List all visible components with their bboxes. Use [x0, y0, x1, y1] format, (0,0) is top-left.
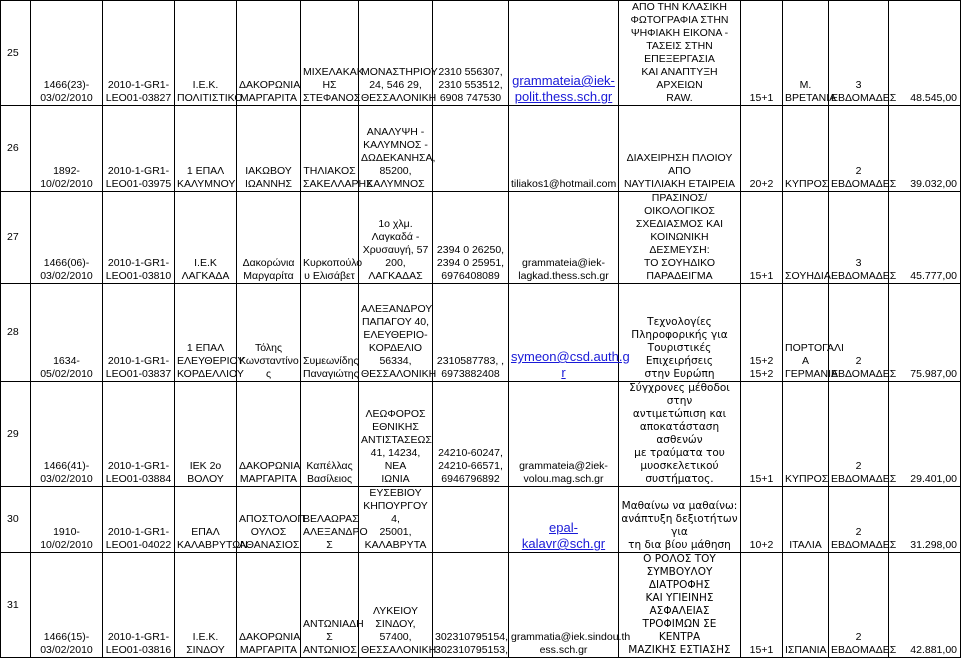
participants: 10+2 [749, 539, 774, 551]
project-title: Τεχνολογίες Πληροφορικής για Τουριστικές Επιχειρήσεις στην Ευρώπη [631, 316, 728, 380]
participants-cell [741, 284, 783, 382]
address: ΕΥΣΕΒΙΟΥ ΚΗΠΟΥΡΓΟΥ 4, 25001, ΚΑΛΑΒΡΥΤΑ [363, 487, 428, 551]
project-code-cell [103, 553, 175, 658]
row-number-cell [1, 192, 31, 284]
email: grammateia@iek- lagkad.thess.sch.gr [518, 257, 609, 282]
amount: 48.545,00 [910, 92, 957, 104]
participants: 15+2 15+2 [749, 355, 774, 380]
host-country: ΚΥΠΡΟΣ [785, 473, 829, 485]
phone-cell [433, 284, 509, 382]
contact-person-2-cell [301, 106, 373, 192]
email-cell [509, 192, 619, 284]
organization-cell [175, 106, 237, 192]
contact-person: ΙΑΚΩΒΟΥ ΙΩΑΝΝΗΣ [244, 165, 292, 190]
address: ΑΝΑΛΥΨΗ - ΚΑΛΥΜΝΟΣ - ΔΩΔΕΚΑΝΗΣΑ, 85200, ΚΑΛΥΜΝΟΣ [361, 126, 436, 190]
email: grammatia@iek.sindou.th ess.sch.gr [511, 631, 631, 656]
protocol-id-cell [31, 487, 103, 553]
row-number-cell [1, 382, 31, 487]
organization: 1 ΕΠΑΛ ΚΑΛΥΜΝΟΥ [177, 165, 236, 190]
phone-cell [433, 192, 509, 284]
host-country: ΣΟΥΗΔΙΑ [785, 270, 831, 282]
host-country-cell [783, 106, 829, 192]
contact-person-2: ΒΕΛΑΩΡΑΣ ΑΛΕΞΑΝΔΡΟ Σ [303, 513, 368, 551]
phone-cell [433, 1, 509, 106]
host-country-cell [783, 553, 829, 658]
participants: 15+1 [749, 473, 774, 485]
contact-person: ΔΑΚΟΡΩΝΙΑ ΜΑΡΓΑΡΙΤΑ [239, 460, 301, 485]
table-row [1, 106, 961, 192]
amount: 75.987,00 [910, 368, 957, 380]
project-title-cell [619, 106, 741, 192]
project-code: 2010-1-GR1- LEO01-03837 [105, 355, 172, 380]
amount-cell [889, 382, 961, 487]
duration: 2 ΕΒΔΟΜΑΔΕΣ [831, 165, 897, 190]
duration: 3 ΕΒΔΟΜΑΔΕΣ [831, 257, 897, 282]
row-number: 25 [7, 46, 19, 59]
address: ΜΟΝΑΣΤΗΡΙΟΥ 24, 546 29, ΘΕΣΣΑΛΟΝΙΚΗ [361, 66, 438, 104]
organization-cell [175, 1, 243, 106]
address-cell [359, 1, 438, 106]
phone: 302310795154, 302310795153, [435, 631, 508, 656]
duration-cell [829, 487, 897, 553]
email-cell [509, 382, 619, 487]
project-title-cell [619, 487, 741, 553]
amount: 39.032,00 [910, 178, 957, 190]
duration-cell [829, 106, 897, 192]
email: tiliakos1@hotmail.com [511, 178, 617, 190]
contact-person-2-cell [301, 192, 363, 284]
project-code: 2010-1-GR1- LEO01-03816 [105, 631, 172, 656]
contact-person-cell [237, 382, 301, 487]
amount-cell [889, 553, 961, 658]
project-title-cell [619, 284, 741, 382]
contact-person: Δακορώνια Μαργαρίτα [242, 257, 295, 282]
project-code: 2010-1-GR1- LEO01-04022 [105, 526, 172, 551]
email-cell [509, 106, 619, 192]
table-row [1, 487, 961, 553]
contact-person-2: ΤΗΛΙΑΚΟΣ ΣΑΚΕΛΛΑΡΗΣ [303, 165, 373, 190]
protocol-id-cell [31, 106, 103, 192]
contact-person-2: Καπέλλας Βασίλειος [306, 460, 353, 485]
project-title: Σύγχρονες μέθοδοι στην αντιμετώπιση και αποκατάσταση ασθενών με τραύματα του μυοσκελετικού συστήματος. [629, 382, 730, 485]
participants-cell [741, 192, 783, 284]
organization-cell [175, 382, 237, 487]
project-title-cell [619, 553, 741, 658]
amount: 31.298,00 [910, 539, 957, 551]
email[interactable]: grammateia@iek- polit.thess.sch.gr [512, 73, 615, 104]
address-cell [359, 192, 433, 284]
address-cell [359, 553, 437, 658]
host-country: ΙΤΑΛΙΑ [789, 539, 822, 551]
project-title-cell [619, 192, 741, 284]
table-row [1, 1, 961, 106]
address: ΛΕΩΦΟΡΟΣ ΕΘΝΙΚΗΣ ΑΝΤΙΣΤΑΣΕΩΣ 41, 14234, ΝΕΑ ΙΩΝΙΑ [361, 408, 432, 485]
participants-cell [741, 106, 783, 192]
protocol-id: 1892- 10/02/2010 [40, 165, 93, 190]
organization: ΕΠΑΛ ΚΑΛΑΒΡΥΤΩΝ [177, 526, 248, 551]
project-code: 2010-1-GR1- LEO01-03827 [105, 79, 172, 104]
host-country: Μ. ΒΡΕΤΑΝΙΑ [785, 79, 837, 104]
amount-cell [889, 192, 961, 284]
email-cell [509, 553, 631, 658]
project-code-cell [103, 192, 175, 284]
duration: 2 ΕΒΔΟΜΑΔΕΣ [831, 460, 897, 485]
contact-person-2: Συμεωνίδης Παναγιώτης [303, 355, 359, 380]
row-number-cell [1, 487, 31, 553]
protocol-id: 1634- 05/02/2010 [40, 355, 93, 380]
contact-person-2-cell [301, 553, 364, 658]
duration: 3 ΕΒΔΟΜΑΔΕΣ [831, 79, 897, 104]
amount: 45.777,00 [910, 270, 957, 282]
organization: Ι.Ε.Κ ΛΑΓΚΑΔΑ [181, 257, 230, 282]
host-country-cell [783, 192, 829, 284]
organization-cell [175, 192, 237, 284]
organization: Ι.Ε.Κ. ΣΙΝΔΟΥ [186, 631, 225, 656]
host-country-cell [783, 382, 829, 487]
amount-cell [889, 106, 961, 192]
organization: ΙΕΚ 2ο ΒΟΛΟΥ [187, 460, 224, 485]
duration: 2 ΕΒΔΟΜΑΔΕΣ [831, 355, 897, 380]
participants: 20+2 [749, 178, 774, 190]
project-title: Ο ΡΟΛΟΣ ΤΟΥ ΣΥΜΒΟΥΛΟΥ ΔΙΑΤΡΟΦΗΣ ΚΑΙ ΥΓΙΕΙΝΗΣ ΑΣΦΑΛΕΙΑΣ ΤΡΟΦΙΜΩΝ ΣΕ ΚΕΝΤΡΑ ΜΑΖΙΚΗΣ ΕΣΤΙΑΣΗΣ [628, 553, 731, 656]
contact-person-2: Κυρκοπούλο υ Ελισάβετ [303, 257, 363, 282]
contact-person-cell [237, 106, 301, 192]
contact-person-2-cell [301, 1, 364, 106]
project-code-cell [103, 1, 175, 106]
participants-cell [741, 1, 783, 106]
protocol-id-cell [31, 553, 103, 658]
project-code-cell [103, 382, 175, 487]
contact-person: ΔΑΚΟΡΩΝΙΑ ΜΑΡΓΑΡΙΤΑ [239, 631, 301, 656]
row-number-cell [1, 106, 31, 192]
project-code: 2010-1-GR1- LEO01-03975 [105, 165, 172, 190]
table-row [1, 284, 961, 382]
protocol-id-cell [31, 192, 103, 284]
email-cell [509, 284, 630, 382]
row-number: 30 [7, 513, 19, 525]
contact-person-cell [237, 284, 301, 382]
protocol-id: 1466(23)- 03/02/2010 [40, 79, 93, 104]
participants: 15+1 [749, 270, 774, 282]
address-cell [359, 487, 433, 553]
contact-person: ΔΑΚΟΡΩΝΙΑ ΜΑΡΓΑΡΙΤΑ [239, 79, 301, 104]
organization-cell [175, 553, 237, 658]
phone-cell [433, 106, 509, 192]
table-row [1, 192, 961, 284]
row-number-cell [1, 284, 31, 382]
address: 1ο χλμ. Λαγκαδά - Χρυσαυγή, 57 200, ΛΑΓΚΑΔΑΣ [362, 218, 429, 282]
address: ΛΥΚΕΙΟΥ ΣΙΝΔΟΥ, 57400, ΘΕΣΣΑΛΟΝΙΚΗ [361, 605, 437, 656]
project-title: ΑΠΟ ΤΗΝ ΚΛΑΣΙΚΗ ΦΩΤΟΓΡΑΦΙΑ ΣΤΗΝ ΨΗΦΙΑΚΗ ΕΙΚΟΝΑ - ΤΑΣΕΙΣ ΣΤΗΝ ΕΠΕΞΕΡΓΑΣΙΑ ΚΑΙ ΑΝΑΠΤΥΞΗ ΑΡΧΕΙΩΝ RAW. [630, 1, 729, 104]
host-country-cell [783, 1, 837, 106]
contact-person-cell [237, 487, 305, 553]
participants: 15+1 [749, 92, 774, 104]
amount-cell [889, 487, 961, 553]
organization: 1 ΕΠΑΛ ΕΛΕΥΘΕΡΙΟΥ ΚΟΡΔΕΛΛΙΟΥ [177, 342, 245, 380]
email[interactable]: symeon@csd.auth.g r [511, 349, 630, 380]
amount-cell [889, 1, 961, 106]
contact-person-cell [237, 1, 301, 106]
duration: 2 ΕΒΔΟΜΑΔΕΣ [831, 526, 897, 551]
email-cell [509, 487, 619, 553]
project-title-cell [619, 382, 741, 487]
contact-person: ΑΠΟΣΤΟΛΟΠ ΟΥΛΟΣ ΑΘΑΝΑΣΙΟΣ [239, 513, 305, 551]
host-country: ΙΣΠΑΝΙΑ [785, 644, 827, 656]
email[interactable]: epal-kalavr@sch.gr [521, 520, 606, 551]
contact-person-2: ΜΙΧΕΛΑΚΑΚ ΗΣ ΣΤΕΦΑΝΟΣ [303, 66, 364, 104]
protocol-id-cell [31, 382, 103, 487]
phone: 2310 556307, 2310 553512, 6908 747530 [438, 66, 503, 104]
host-country: ΠΟΡΤΟΓΑΛΙ Α ΓΕΡΜΑΝΙΑ [785, 342, 844, 380]
address-cell [359, 284, 437, 382]
phone: 2394 0 26250, 2394 0 25951, 6976408089 [436, 244, 505, 282]
row-number: 28 [7, 326, 19, 338]
address-cell [359, 382, 433, 487]
organization: Ι.Ε.Κ. ΠΟΛΙΤΙΣΤΙΚΟ [177, 79, 243, 104]
host-country: ΚΥΠΡΟΣ [785, 178, 829, 190]
protocol-id-cell [31, 1, 103, 106]
duration-cell [829, 192, 897, 284]
address-cell [359, 106, 436, 192]
row-number: 31 [7, 598, 19, 611]
row-number: 27 [7, 231, 19, 243]
protocol-id: 1466(15)- 03/02/2010 [40, 631, 93, 656]
participants-cell [741, 553, 783, 658]
contact-person-2-cell [301, 382, 359, 487]
project-code-cell [103, 487, 175, 553]
project-title-cell [619, 1, 741, 106]
row-number-cell [1, 1, 31, 106]
participants-cell [741, 487, 783, 553]
project-code-cell [103, 284, 175, 382]
phone: 24210-60247, 24210-66571, 6946796892 [438, 447, 503, 485]
project-title: Μαθαίνω να μαθαίνω: ανάπτυξη δεξιοτήτων για τη δια βίου μάθηση [621, 500, 738, 551]
email: grammateia@2iek- volou.mag.sch.gr [519, 460, 608, 485]
participants: 15+1 [749, 644, 774, 656]
contact-person: Τόλης Κωνσταντίνο ς [239, 342, 299, 380]
project-code-cell [103, 106, 175, 192]
project-title: ΔΙΑΧΕΙΡΗΣΗ ΠΛΟΙΟΥ ΑΠΟ ΝΑΥΤΙΛΙΑΚΗ ΕΤΑΙΡΕΙΑ [623, 152, 736, 190]
duration: 2 ΕΒΔΟΜΑΔΕΣ [831, 631, 897, 656]
participants-cell [741, 382, 783, 487]
host-country-cell [783, 487, 829, 553]
phone-cell [433, 382, 509, 487]
protocol-id: 1466(06)- 03/02/2010 [40, 257, 93, 282]
contact-person-2: ΑΝΤΩΝΙΑΔΗ Σ ΑΝΤΩΝΙΟΣ [303, 618, 364, 656]
row-number: 29 [7, 427, 19, 440]
contact-person-cell [237, 192, 301, 284]
contact-person-2-cell [301, 284, 359, 382]
table-row [1, 553, 961, 658]
contact-person-2-cell [301, 487, 368, 553]
host-country-cell [783, 284, 844, 382]
duration-cell [829, 382, 897, 487]
amount: 29.401,00 [910, 473, 957, 485]
project-code: 2010-1-GR1- LEO01-03884 [105, 460, 172, 485]
duration-cell [829, 553, 897, 658]
row-number: 26 [7, 142, 19, 154]
amount: 42.881,00 [910, 644, 957, 656]
duration-cell [829, 1, 897, 106]
address: ΑΛΕΞΑΝΔΡΟΥ ΠΑΠΑΓΟΥ 40, ΕΛΕΥΘΕΡΙΟ- ΚΟΡΔΕΛΙΟ 56334, ΘΕΣΣΑΛΟΝΙΚΗ [361, 303, 437, 380]
duration-cell [829, 284, 897, 382]
project-code: 2010-1-GR1- LEO01-03810 [105, 257, 172, 282]
phone-cell [433, 487, 509, 553]
phone-cell [433, 553, 509, 658]
row-number-cell [1, 553, 31, 658]
amount-cell [889, 284, 961, 382]
contact-person-cell [237, 553, 301, 658]
project-title: ΠΡΑΣΙΝΟΣ/ΟΙΚΟΛΟΓΙΚΟΣ ΣΧΕΔΙΑΣΜΟΣ ΚΑΙ ΚΟΙΝΩΝΙΚΗ ΔΕΣΜΕΥΣΗ: ΤΟ ΣΟΥΗΔΙΚΟ ΠΑΡΑΔΕΙΓΜΑ [635, 192, 724, 282]
organization-cell [175, 284, 245, 382]
phone: 2310587783, , 6973882408 [436, 355, 505, 380]
organization-cell [175, 487, 248, 553]
table-row [1, 382, 961, 487]
email-cell [509, 1, 619, 106]
protocol-id-cell [31, 284, 103, 382]
protocol-id: 1466(41)- 03/02/2010 [40, 460, 93, 485]
protocol-id: 1910- 10/02/2010 [40, 526, 93, 551]
